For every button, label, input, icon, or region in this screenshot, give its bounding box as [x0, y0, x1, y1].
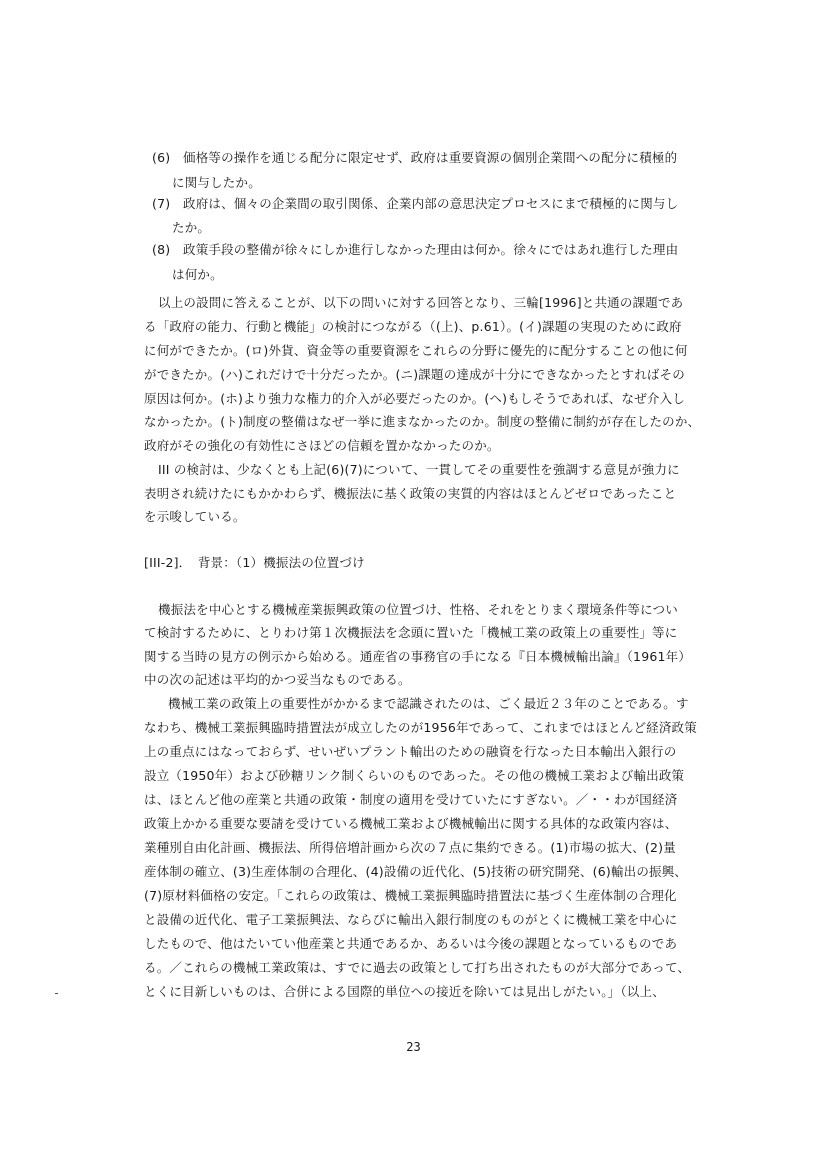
- list-item-6-line-1: (6) 価格等の操作を通じる配分に限定せず、政府は重要資源の個別企業間への配分に積極的: [152, 150, 678, 165]
- quote-line: と設備の近代化、電子工業振興法、ならびに輸出入銀行制度のものがとくに機械工業を中心に: [144, 912, 678, 927]
- quote-line: 政策上かかる重要な要請を受けている機械工業および機械輸出に関する具体的な政策内容は、: [144, 816, 678, 831]
- quote-line: したもので、他はたいてい他産業と共通であるか、あるいは今後の課題となっているものであ: [144, 936, 678, 951]
- paragraph-line: なかったか。(ト)制度の整備はなぜ一挙に進まなかったのか。制度の整備に制約が存在したのか、: [144, 414, 701, 429]
- paragraph-line: を示唆している。: [144, 509, 246, 524]
- quote-line: とくに目新しいものは、合併による国際的単位への接近を除いては見出しがたい。」（以上、: [144, 984, 665, 999]
- paragraph-line: 原因は何か。(ホ)より強力な権力的介入が必要だったのか。(ヘ)もしそうであれば、なぜ介入し: [144, 391, 686, 406]
- paragraph-line: 関する当時の見方の例示から始める。通産省の事務官の手になる『日本機械輸出論』（1961年）: [144, 649, 692, 664]
- list-item-8-line-1: (8) 政策手段の整備が徐々にしか進行しなかった理由は何か。徐々にではあれ進行した理由: [152, 242, 679, 257]
- paragraph-line: 表明され続けたにもかかわらず、機振法に基く政策の実質的内容はほとんどゼロであったこと: [144, 486, 677, 501]
- quote-line: (7)原材料価格の安定。「これらの政策は、機械工業振興臨時措置法に基づく生産体制の合理化: [144, 888, 677, 903]
- quote-line: なわち、機械工業振興臨時措置法が成立したのが1956年であって、これまではほとんど経済政策: [144, 720, 697, 735]
- list-item-6-line-2: に関与したか。: [172, 175, 261, 190]
- section-heading: [III-2]． 背景：（1）機振法の位置づけ: [144, 555, 365, 570]
- quote-line: る。／これらの機械工業政策は、すでに過去の政策として打ち出されたものが大部分であって、: [144, 960, 691, 975]
- paragraph-line: 中の次の記述は平均的かつ妥当なものである。: [144, 672, 411, 687]
- list-item-7-line-1: (7) 政府は、個々の企業間の取引関係、企業内部の意思決定プロセスにまで積極的に関与し: [152, 196, 679, 211]
- list-item-8-line-2: は何か。: [172, 267, 223, 282]
- paragraph-line: ができたか。(ハ)これだけで十分だったか。(ニ)課題の達成が十分にできなかったとすればその: [144, 367, 686, 382]
- paragraph-line: る「政府の能力、行動と機能」の検討につながる（(上)、p.61）。(イ)課題の実現のために政府: [144, 319, 682, 334]
- quote-line: 上の重点にはなっておらず、せいぜいプラント輸出のための融資を行なった日本輸出入銀行の: [144, 744, 677, 759]
- page-number: 23: [406, 1040, 421, 1054]
- list-item-7-line-2: たか。: [172, 220, 211, 235]
- paragraph-line: 以上の設問に答えることが、以下の問いに対する回答となり、三輪[1996]と共通の課題であ: [158, 295, 684, 310]
- quote-line: 設立（1950年）および砂糖リンク制くらいのものであった。その他の機械工業および輸出政策: [144, 768, 685, 783]
- paragraph-line: 機振法を中心とする機械産業振興政策の位置づけ、性格、それをとりまく環境条件等につい: [158, 602, 678, 617]
- paragraph-line: III の検討は、少なくとも上記(6)(7)について、一貫してその重要性を強調する意見が強力に: [158, 462, 680, 477]
- paragraph-line: に何ができたか。(ロ)外貨、資金等の重要資源をこれらの分野に優先的に配分することの他に何: [144, 343, 688, 358]
- paragraph-line: 政府がその強化の有効性にさほどの信頼を置かなかったのか。: [144, 438, 500, 453]
- quote-line: 産体制の確立、(3)生産体制の合理化、(4)設備の近代化、(5)技術の研究開発、(6)輸出の振興、: [144, 864, 688, 879]
- scan-mark: [55, 993, 58, 994]
- quote-line: 業種別自由化計画、機振法、所得倍増計画から次の７点に集約できる。(1)市場の拡大、(2)量: [144, 840, 676, 855]
- paragraph-line: て検討するために、とりわけ第１次機振法を念頭に置いた「機械工業の政策上の重要性」等に: [144, 625, 678, 640]
- quote-line: 機械工業の政策上の重要性がかかるまで認識されたのは、ごく最近２３年のことである。す: [168, 696, 689, 711]
- quote-line: は、ほとんど他の産業と共通の政策・制度の適用を受けていたにすぎない。／・・わが国経済: [144, 792, 678, 807]
